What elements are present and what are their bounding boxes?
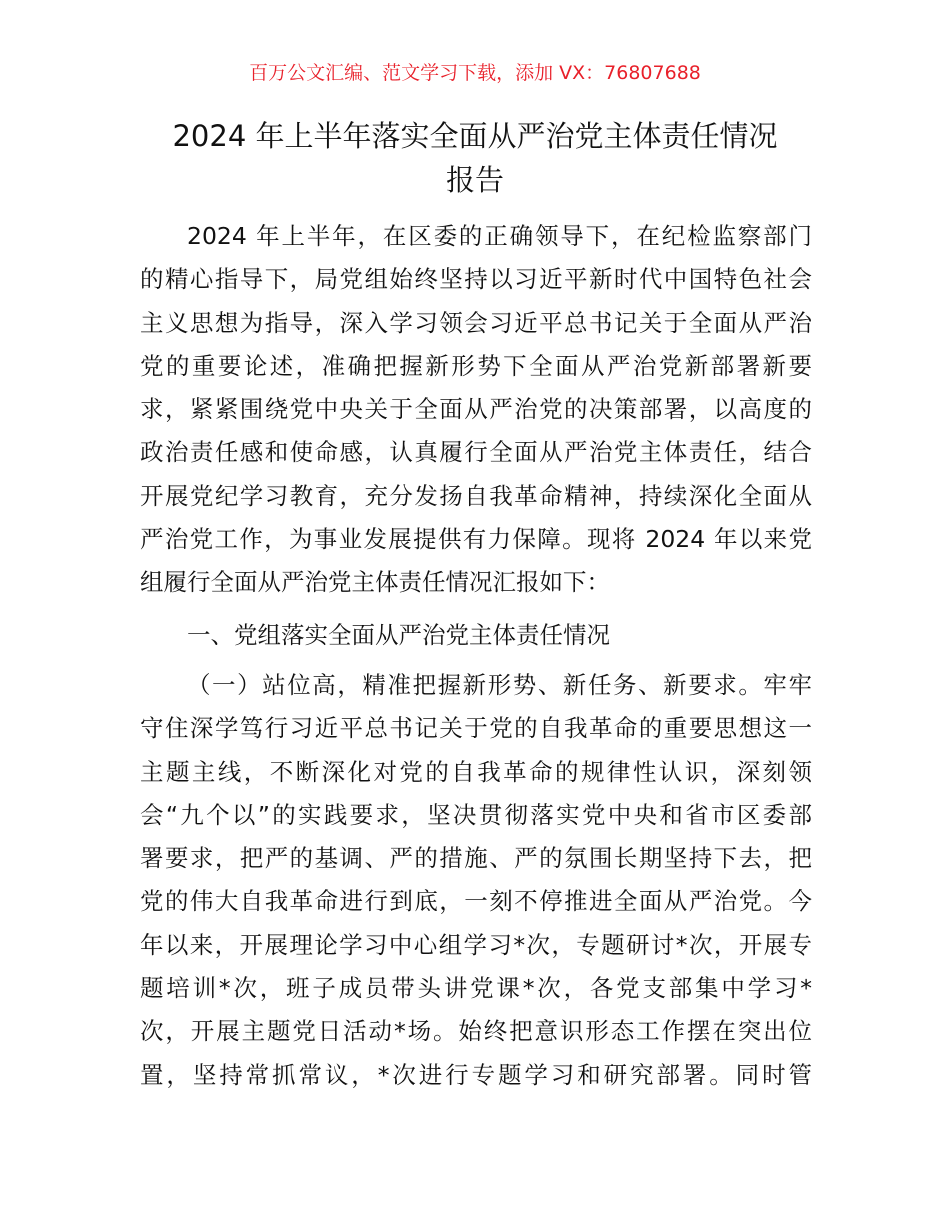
- paragraph-line: 会“九个以”的实践要求，坚决贯彻落实党中央和省市区委部: [140, 800, 812, 829]
- title-line-2: 报告: [445, 163, 504, 197]
- paragraph-line: 主义思想为指导，深入学习领会习近平总书记关于全面从严治: [140, 308, 812, 337]
- section-heading: [140, 614, 812, 657]
- paragraph-line: 署要求，把严的基调、严的措施、严的氛围长期坚持下去，把: [140, 844, 812, 873]
- paragraph-line: 年以来，开展理论学习中心组学习*次，专题研讨*次，开展专: [140, 930, 812, 959]
- paragraph-line: 守住深学笃行习近平总书记关于党的自我革命的重要思想这一: [140, 714, 812, 743]
- paragraph-section-1: [140, 664, 812, 1097]
- paragraph-line: 求，紧紧围绕党中央关于全面从严治党的决策部署，以高度的: [140, 395, 812, 424]
- paragraph-line: （一）站位高，精准把握新形势、新任务、新要求。牢牢: [187, 671, 812, 699]
- paragraph-line: 主题主线，不断深化对党的自我革命的规律性认识，深刻领: [140, 757, 812, 786]
- section-heading-text: 一、党组落实全面从严治党主体责任情况: [187, 621, 610, 649]
- paragraph-line: 政治责任感和使命感，认真履行全面从严治党主体责任，结合: [140, 438, 812, 467]
- paragraph-line: 题培训*次，班子成员带头讲党课*次，各党支部集中学习*: [140, 974, 812, 1003]
- document-title: [130, 114, 820, 202]
- paragraph-line: 开展党纪学习教育，充分发扬自我革命精神，持续深化全面从: [140, 481, 812, 510]
- watermark-header: 百万公文汇编、范文学习下载，添加 VX：76807688: [249, 62, 701, 84]
- paragraph-line: 组履行全面从严治党主体责任情况汇报如下：: [140, 568, 610, 597]
- paragraph-line: 党的重要论述，准确把握新形势下全面从严治党新部署新要: [140, 351, 812, 380]
- paragraph-line: 次，开展主题党日活动*场。始终把意识形态工作摆在突出位: [140, 1017, 812, 1046]
- paragraph-line: 严治党工作，为事业发展提供有力保障。现将 2024 年以来党: [140, 525, 812, 554]
- title-line-1: 2024 年上半年落实全面从严治党主体责任情况: [172, 119, 778, 153]
- paragraph-intro: [140, 215, 812, 605]
- paragraph-line: 党的伟大自我革命进行到底，一刻不停推进全面从严治党。今: [140, 887, 812, 916]
- paragraph-line: 的精心指导下，局党组始终坚持以习近平新时代中国特色社会: [140, 265, 812, 294]
- paragraph-line: 置，坚持常抓常议，*次进行专题学习和研究部署。同时管: [140, 1060, 812, 1089]
- paragraph-line: 2024 年上半年，在区委的正确领导下，在纪检监察部门: [187, 222, 812, 250]
